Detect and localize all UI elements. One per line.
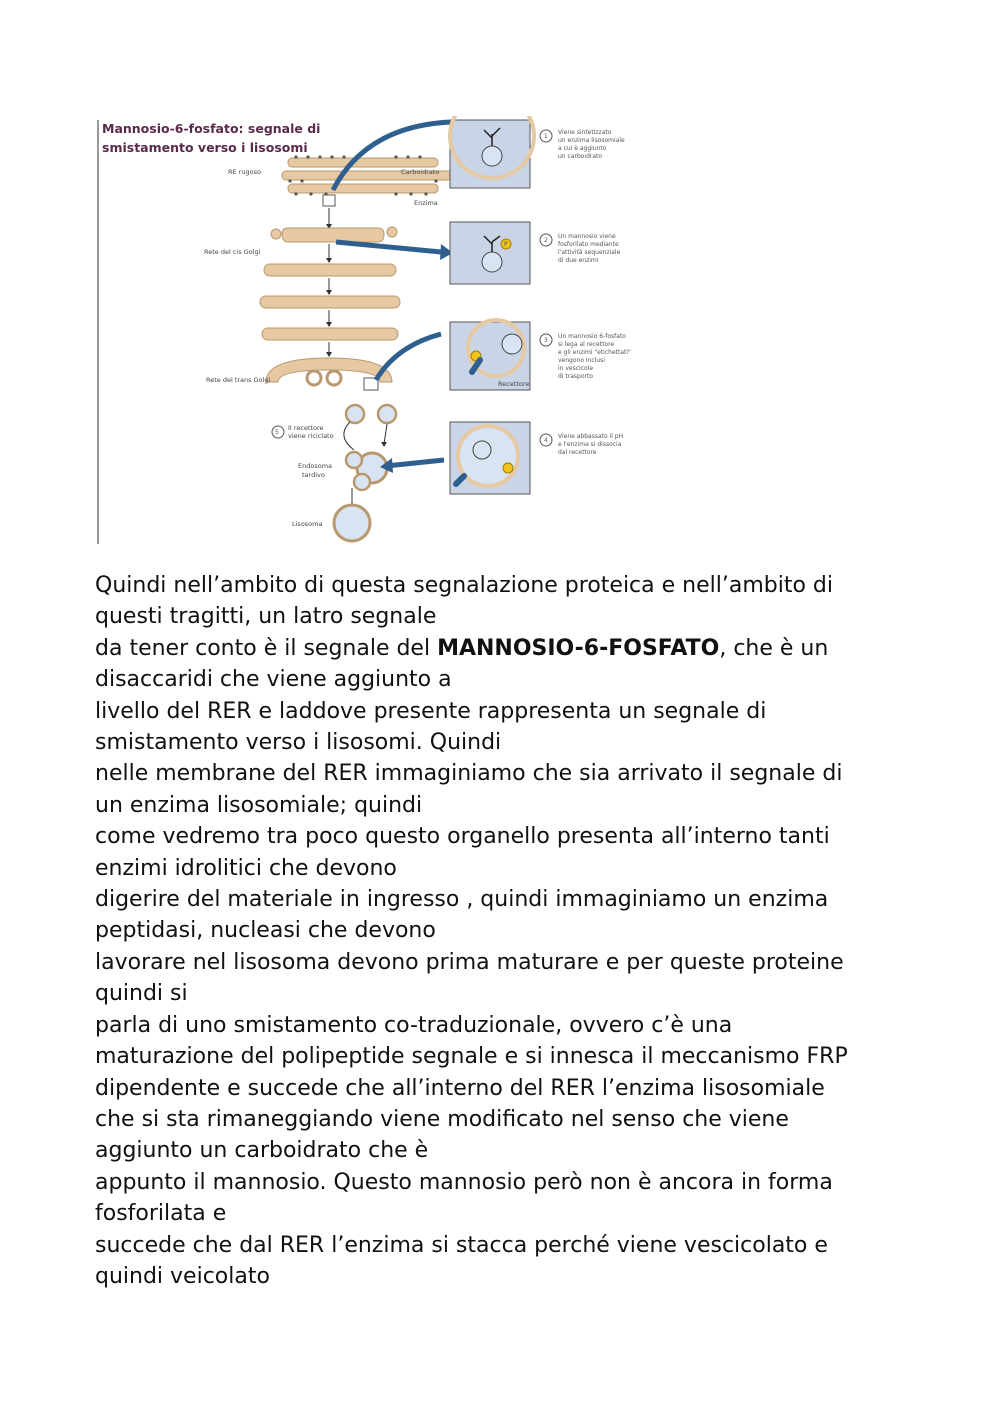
text-line: enzimi idrolitici che devono [95, 855, 397, 881]
svg-text:Viene sintetizzato: Viene sintetizzato [558, 129, 612, 136]
text-line: smistamento verso i lisosomi. Quindi [95, 730, 502, 756]
zoom-panel-4 [450, 422, 530, 494]
text-line: peptidasi, nucleasi che devono [95, 918, 436, 944]
label-carbohydrate: Carboidrato [401, 168, 440, 176]
label-lysosome: Lisosoma [292, 520, 323, 528]
transport-vesicle [378, 405, 396, 423]
svg-text:vengono inclusi: vengono inclusi [558, 357, 605, 364]
svg-text:2: 2 [544, 237, 548, 244]
svg-text:a cui è aggiunto: a cui è aggiunto [558, 145, 607, 152]
text-line: come vedremo tra poco questo organello presenta all’interno tanti [95, 824, 830, 850]
zoom-panel-2 [450, 222, 530, 284]
text-line: dipendente e succede che all’interno del RER l’enzima lisosomiale [95, 1075, 825, 1101]
text-line: succede che dal RER l’enzima si stacca perché viene vescicolato e [95, 1232, 828, 1258]
golgi-cisterna-medial-1 [264, 264, 396, 276]
text-line: un enzima lisosomiale; quindi [95, 792, 423, 818]
svg-text:un carboidrato: un carboidrato [558, 153, 603, 160]
svg-text:un enzima lisosomiale: un enzima lisosomiale [558, 137, 625, 144]
text-fragment: da tener conto è il segnale del [95, 635, 438, 661]
step5-number: 5 [275, 429, 279, 436]
rer-vesicle-box [323, 195, 335, 206]
svg-text:Un mannosio 6-fosfato: Un mannosio 6-fosfato [558, 333, 626, 340]
step-1-description [540, 129, 625, 160]
cis-golgi-cisterna [282, 228, 384, 242]
text-line: che si sta rimaneggiando viene modificato nel senso che viene [95, 1106, 789, 1132]
figure-title-line1: Mannosio-6-fosfato: segnale di [102, 121, 321, 136]
label-endosome: Endosoma [298, 462, 333, 470]
figure-diagram [96, 116, 686, 546]
svg-text:Un mannosio viene: Un mannosio viene [558, 233, 616, 240]
svg-text:1: 1 [544, 133, 548, 140]
text-line: maturazione del polipeptide segnale e si innesca il meccanismo FRP [95, 1044, 848, 1070]
text-line: livello del RER e laddove presente rappresenta un segnale di [95, 698, 767, 724]
mannose-6-phosphate-figure [96, 116, 686, 546]
label-enzyme: Enzima [414, 199, 438, 207]
text-line: nelle membrane del RER immaginiamo che sia arrivato il segnale di [95, 761, 843, 787]
text-fragment: , che è un [719, 635, 829, 661]
step-4-description [540, 433, 623, 456]
svg-text:in vescicole: in vescicole [558, 365, 594, 372]
label-endosome-2: tardivo [302, 471, 325, 479]
body-paragraph [95, 570, 915, 1292]
label-recycle-1: Il recettore [288, 424, 324, 432]
svg-text:di trasporto: di trasporto [558, 373, 593, 380]
figure-title-line2: smistamento verso i lisosomi [102, 140, 308, 155]
text-line: disaccaridi che viene aggiunto a [95, 667, 452, 693]
text-line: quindi si [95, 981, 188, 1007]
step-3-description [540, 333, 631, 380]
text-line: Quindi nell’ambito di questa segnalazione proteica e nell’ambito di [95, 573, 833, 598]
step-2-description [540, 233, 621, 264]
lysosome [334, 505, 370, 541]
text-line: fosforilata e [95, 1201, 227, 1227]
svg-text:e gli enzimi "etichettati": e gli enzimi "etichettati" [558, 349, 631, 356]
svg-text:e l'enzima si dissocia: e l'enzima si dissocia [558, 441, 622, 448]
label-receptor: Recettore [498, 380, 530, 388]
svg-text:Viene abbassato il pH: Viene abbassato il pH [558, 433, 624, 440]
zoom-panel-1 [450, 116, 534, 188]
golgi-cisterna-medial-3 [262, 328, 398, 340]
svg-text:dal recettore: dal recettore [558, 449, 597, 456]
svg-text:si lega al recettore: si lega al recettore [558, 341, 615, 348]
text-line: questi tragitti, un latro segnale [95, 604, 437, 630]
text-line: quindi veicolato [95, 1263, 270, 1289]
label-trans-golgi: Rete del trans Golgi [206, 376, 271, 384]
svg-text:3: 3 [544, 337, 548, 344]
golgi-cisterna-medial-2 [260, 296, 400, 308]
text-line: appunto il mannosio. Questo mannosio però non è ancora in forma [95, 1169, 833, 1195]
text-line [95, 633, 915, 664]
label-rer: RE rugoso [228, 168, 261, 176]
text-line: digerire del materiale in ingresso , quindi immaginiamo un enzima [95, 887, 829, 913]
label-cis-golgi: Rete del cis Golgi [204, 248, 261, 256]
svg-text:di due enzimi: di due enzimi [558, 257, 599, 264]
text-line: parla di uno smistamento co-traduzionale, ovvero c’è una [95, 1012, 733, 1038]
text-line: lavorare nel lisosoma devono prima maturare e per queste proteine [95, 949, 844, 975]
phosphate-label: P [504, 241, 508, 248]
arrow-from-panel-4 [386, 460, 444, 466]
keyword-mannose-6-phosphate: MANNOSIO-6-FOSFATO [437, 635, 720, 661]
arrow-to-panel-2 [336, 242, 441, 252]
svg-text:4: 4 [544, 437, 548, 444]
text-line: aggiunto un carboidrato che è [95, 1138, 429, 1164]
label-recycle-2: viene riciclato [288, 432, 334, 440]
transport-vesicle [346, 405, 364, 423]
svg-text:l'attività sequenziale: l'attività sequenziale [558, 249, 621, 256]
zoom-panel-3 [450, 320, 530, 390]
svg-text:fosforilato mediante: fosforilato mediante [558, 241, 619, 248]
